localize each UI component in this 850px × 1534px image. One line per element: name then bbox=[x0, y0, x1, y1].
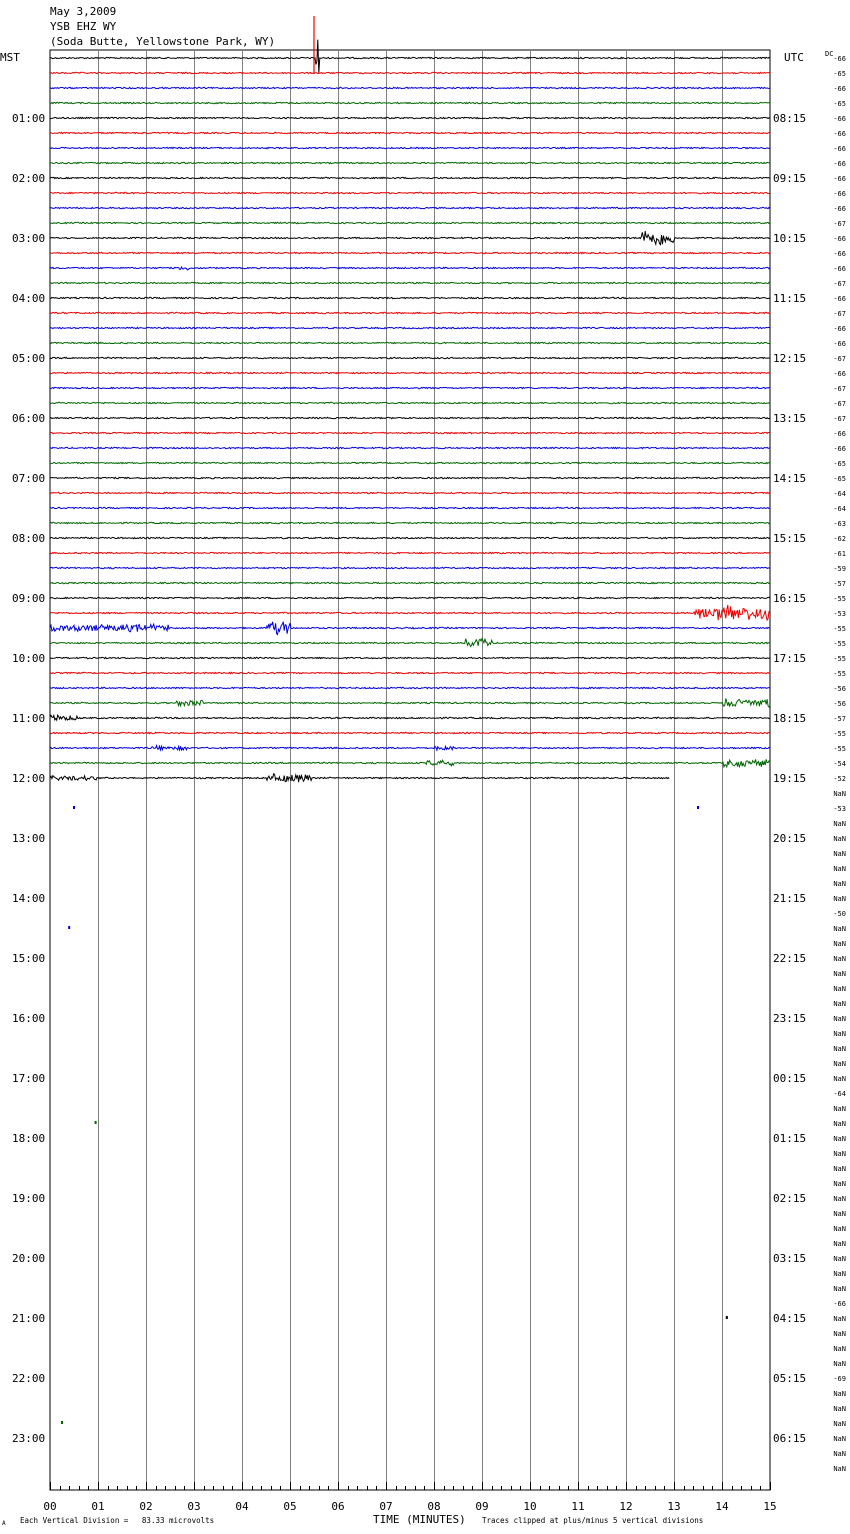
dc-offset-label: -65 bbox=[833, 460, 846, 468]
sample-dot bbox=[95, 1121, 97, 1124]
dc-offset-label: NaN bbox=[833, 1075, 846, 1083]
mst-hour-label: 05:00 bbox=[12, 352, 46, 365]
x-tick-label: 08 bbox=[427, 1500, 441, 1513]
seismic-trace-line bbox=[50, 622, 770, 635]
utc-hour-label: 08:15 bbox=[773, 112, 807, 125]
utc-hour-label: 14:15 bbox=[773, 472, 807, 485]
dc-offset-label: NaN bbox=[833, 1405, 846, 1413]
dc-offset-label: -65 bbox=[833, 100, 846, 108]
seismic-trace-line bbox=[50, 746, 770, 751]
x-tick-label: 02 bbox=[139, 1500, 153, 1513]
seismic-trace-line bbox=[50, 672, 770, 673]
x-tick-label: 10 bbox=[523, 1500, 537, 1513]
dc-offset-label: NaN bbox=[833, 820, 846, 828]
dc-offset-label: -53 bbox=[833, 805, 846, 813]
seismic-trace-line bbox=[50, 462, 770, 463]
seismic-trace-line bbox=[50, 698, 770, 707]
dc-offset-label: -65 bbox=[833, 70, 846, 78]
dc-offset-label: -66 bbox=[833, 85, 846, 93]
dc-offset-label: NaN bbox=[833, 1180, 846, 1188]
seismic-trace-line bbox=[50, 687, 770, 688]
dc-offset-label: NaN bbox=[833, 1435, 846, 1443]
dc-header-label: DC bbox=[825, 50, 834, 58]
seismic-trace-line bbox=[50, 732, 770, 733]
utc-hour-label: 23:15 bbox=[773, 1012, 807, 1025]
dc-offset-label: -66 bbox=[833, 130, 846, 138]
dc-offset-label: -54 bbox=[833, 760, 846, 768]
seismic-trace-line bbox=[50, 402, 770, 403]
seismic-trace-line bbox=[50, 567, 770, 568]
dc-offset-label: -57 bbox=[833, 715, 846, 723]
dc-offset-label: -69 bbox=[833, 1375, 846, 1383]
dc-offset-label: -67 bbox=[833, 385, 846, 393]
dc-offset-label: -66 bbox=[833, 430, 846, 438]
scale-note: Each Vertical Division = 83.33 microvolts bbox=[20, 1516, 215, 1525]
dc-offset-label: NaN bbox=[833, 865, 846, 873]
dc-offset-label: NaN bbox=[833, 1420, 846, 1428]
dc-offset-label: NaN bbox=[833, 1195, 846, 1203]
dc-offset-label: NaN bbox=[833, 1240, 846, 1248]
x-tick-label: 11 bbox=[571, 1500, 585, 1513]
mst-hour-label: 20:00 bbox=[12, 1252, 46, 1265]
dc-offset-label: NaN bbox=[833, 1045, 846, 1053]
utc-hour-label: 06:15 bbox=[773, 1432, 807, 1445]
utc-hour-label: 16:15 bbox=[773, 592, 807, 605]
utc-hour-label: 01:15 bbox=[773, 1132, 807, 1145]
dc-offset-label: -66 bbox=[833, 115, 846, 123]
dc-offset-label: -66 bbox=[833, 370, 846, 378]
header-date: May 3,2009 bbox=[50, 5, 117, 18]
dc-offset-label: -66 bbox=[833, 235, 846, 243]
dc-offset-label: -61 bbox=[833, 550, 846, 558]
dc-offset-label: -59 bbox=[833, 565, 846, 573]
x-tick-label: 13 bbox=[667, 1500, 681, 1513]
seismic-trace-line bbox=[50, 372, 770, 373]
seismic-trace-line bbox=[50, 597, 770, 598]
utc-hour-label: 11:15 bbox=[773, 292, 807, 305]
utc-hour-label: 17:15 bbox=[773, 652, 807, 665]
seismic-trace-line bbox=[50, 192, 770, 193]
dc-offset-label: -55 bbox=[833, 595, 846, 603]
utc-hour-label: 05:15 bbox=[773, 1372, 807, 1385]
utc-hour-label: 00:15 bbox=[773, 1072, 807, 1085]
seismic-trace-line bbox=[50, 552, 770, 553]
dc-offset-label: NaN bbox=[833, 895, 846, 903]
dc-offset-label: -67 bbox=[833, 310, 846, 318]
mst-hour-label: 12:00 bbox=[12, 772, 46, 785]
mst-hour-label: 08:00 bbox=[12, 532, 46, 545]
header-station: YSB EHZ WY bbox=[50, 20, 117, 33]
seismic-trace-line bbox=[50, 177, 770, 178]
mst-hour-label: 06:00 bbox=[12, 412, 46, 425]
mst-hour-label: 18:00 bbox=[12, 1132, 46, 1145]
seismic-trace-line bbox=[50, 207, 770, 208]
x-tick-label: 01 bbox=[91, 1500, 105, 1513]
minute-gridlines bbox=[50, 50, 770, 1490]
seismic-trace-line bbox=[50, 40, 770, 73]
dc-offset-label: -55 bbox=[833, 625, 846, 633]
dc-offset-label: -66 bbox=[833, 160, 846, 168]
seismic-trace-line bbox=[50, 522, 770, 523]
mst-axis-label: MST bbox=[0, 51, 20, 64]
mst-hour-label: 03:00 bbox=[12, 232, 46, 245]
dc-offset-label: -64 bbox=[833, 1090, 846, 1098]
sample-dot bbox=[73, 806, 75, 809]
dc-offset-label: NaN bbox=[833, 940, 846, 948]
dc-offset-label: -66 bbox=[833, 145, 846, 153]
dc-offset-label: NaN bbox=[833, 1360, 846, 1368]
seismic-traces bbox=[50, 16, 770, 782]
utc-hour-label: 20:15 bbox=[773, 832, 807, 845]
seismic-trace-line bbox=[50, 252, 770, 253]
dc-offset-label: -66 bbox=[833, 295, 846, 303]
dc-offset-label: -66 bbox=[833, 55, 846, 63]
dc-offset-label: NaN bbox=[833, 1255, 846, 1263]
mst-hour-label: 13:00 bbox=[12, 832, 46, 845]
mst-hour-label: 01:00 bbox=[12, 112, 46, 125]
dc-offset-label: -65 bbox=[833, 475, 846, 483]
mst-hour-label: 10:00 bbox=[12, 652, 46, 665]
dc-offset-labels bbox=[833, 55, 846, 1473]
utc-hour-label: 09:15 bbox=[773, 172, 807, 185]
sample-dot bbox=[68, 926, 70, 929]
clip-note: Traces clipped at plus/minus 5 vertical divisions bbox=[482, 1516, 704, 1525]
mst-hour-label: 04:00 bbox=[12, 292, 46, 305]
seismic-trace-line bbox=[50, 492, 770, 493]
dc-offset-label: -66 bbox=[833, 445, 846, 453]
seismic-trace-line bbox=[50, 417, 770, 418]
dc-offset-label: -64 bbox=[833, 505, 846, 513]
x-tick-label: 09 bbox=[475, 1500, 489, 1513]
dc-offset-label: -67 bbox=[833, 220, 846, 228]
dc-offset-label: NaN bbox=[833, 1270, 846, 1278]
x-tick-label: 06 bbox=[331, 1500, 345, 1513]
seismic-trace-line bbox=[50, 222, 770, 223]
dc-offset-label: -50 bbox=[833, 910, 846, 918]
dc-offset-label: NaN bbox=[833, 925, 846, 933]
dc-offset-label: NaN bbox=[833, 1015, 846, 1023]
mst-hour-label: 02:00 bbox=[12, 172, 46, 185]
x-axis-title: TIME (MINUTES) bbox=[373, 1513, 466, 1526]
seismic-trace-line bbox=[50, 657, 770, 658]
dc-offset-label: -53 bbox=[833, 610, 846, 618]
seismic-trace-line bbox=[50, 447, 770, 448]
seismic-trace-line bbox=[50, 117, 770, 118]
seismic-trace-line bbox=[50, 715, 770, 720]
seismic-trace-line bbox=[50, 432, 770, 433]
utc-hour-label: 18:15 bbox=[773, 712, 807, 725]
mst-hour-label: 22:00 bbox=[12, 1372, 46, 1385]
dc-offset-label: NaN bbox=[833, 1135, 846, 1143]
dc-offset-label: NaN bbox=[833, 1210, 846, 1218]
seismic-trace-line bbox=[50, 162, 770, 163]
x-tick-label: 05 bbox=[283, 1500, 297, 1513]
dc-offset-label: NaN bbox=[833, 970, 846, 978]
seismic-trace-line bbox=[50, 342, 770, 343]
sample-dot bbox=[726, 1316, 728, 1319]
header-location: (Soda Butte, Yellowstone Park, WY) bbox=[50, 35, 276, 48]
dc-offset-label: NaN bbox=[833, 1165, 846, 1173]
seismic-trace-line bbox=[50, 477, 770, 478]
dc-offset-label: -66 bbox=[833, 325, 846, 333]
utc-hour-label: 12:15 bbox=[773, 352, 807, 365]
mst-hour-label: 07:00 bbox=[12, 472, 46, 485]
dc-offset-label: -66 bbox=[833, 250, 846, 258]
dc-offset-label: NaN bbox=[833, 790, 846, 798]
utc-axis-label: UTC bbox=[784, 51, 804, 64]
mst-hour-label: 11:00 bbox=[12, 712, 46, 725]
seismic-trace-line bbox=[50, 87, 770, 88]
dc-offset-label: -66 bbox=[833, 340, 846, 348]
dc-offset-label: NaN bbox=[833, 835, 846, 843]
mst-hour-label: 16:00 bbox=[12, 1012, 46, 1025]
dc-offset-label: -67 bbox=[833, 415, 846, 423]
seismic-trace-line bbox=[50, 282, 770, 283]
dc-offset-label: NaN bbox=[833, 1345, 846, 1353]
x-tick-label: 03 bbox=[187, 1500, 201, 1513]
dc-offset-label: -66 bbox=[833, 1300, 846, 1308]
dc-offset-label: -66 bbox=[833, 265, 846, 273]
dc-offset-label: NaN bbox=[833, 1315, 846, 1323]
dc-offset-label: -56 bbox=[833, 685, 846, 693]
seismic-trace-line bbox=[50, 102, 770, 103]
seismic-trace-line bbox=[50, 537, 770, 538]
seismic-trace-line bbox=[50, 231, 770, 245]
dc-offset-label: -57 bbox=[833, 580, 846, 588]
utc-hour-label: 22:15 bbox=[773, 952, 807, 965]
dc-offset-label: NaN bbox=[833, 1450, 846, 1458]
seismic-trace-line bbox=[50, 387, 770, 388]
seismic-trace-line bbox=[50, 507, 770, 508]
utc-hour-label: 15:15 bbox=[773, 532, 807, 545]
dc-offset-label: -67 bbox=[833, 280, 846, 288]
dc-offset-label: -55 bbox=[833, 640, 846, 648]
dc-offset-label: NaN bbox=[833, 1225, 846, 1233]
seismic-trace-line bbox=[50, 357, 770, 358]
utc-hour-label: 21:15 bbox=[773, 892, 807, 905]
dc-offset-label: NaN bbox=[833, 1105, 846, 1113]
dc-offset-label: -66 bbox=[833, 190, 846, 198]
utc-hour-label: 10:15 bbox=[773, 232, 807, 245]
dc-offset-label: NaN bbox=[833, 1330, 846, 1338]
mst-hour-label: 15:00 bbox=[12, 952, 46, 965]
sample-dot bbox=[697, 806, 699, 809]
dc-offset-label: NaN bbox=[833, 1060, 846, 1068]
seismic-trace-line bbox=[50, 267, 770, 270]
seismic-trace-line bbox=[50, 605, 770, 620]
mst-hour-label: 19:00 bbox=[12, 1192, 46, 1205]
seismic-trace-line bbox=[50, 582, 770, 583]
seismic-trace-line bbox=[50, 297, 770, 298]
x-tick-label: 14 bbox=[715, 1500, 729, 1513]
dc-offset-label: -55 bbox=[833, 655, 846, 663]
dc-offset-label: NaN bbox=[833, 880, 846, 888]
seismic-trace-line bbox=[50, 147, 770, 148]
utc-hour-label: 04:15 bbox=[773, 1312, 807, 1325]
dc-offset-label: NaN bbox=[833, 1120, 846, 1128]
dc-offset-label: -56 bbox=[833, 700, 846, 708]
dc-offset-label: -67 bbox=[833, 400, 846, 408]
isolated-samples bbox=[61, 806, 728, 1424]
time-axis bbox=[43, 1482, 776, 1513]
utc-hour-label: 19:15 bbox=[773, 772, 807, 785]
corner-mark: A bbox=[2, 1520, 6, 1527]
seismic-trace-line bbox=[50, 327, 770, 328]
seismic-trace-line bbox=[50, 774, 669, 783]
dc-offset-label: -66 bbox=[833, 175, 846, 183]
dc-offset-label: NaN bbox=[833, 850, 846, 858]
utc-hour-label: 03:15 bbox=[773, 1252, 807, 1265]
dc-offset-label: -67 bbox=[833, 355, 846, 363]
mst-hour-label: 23:00 bbox=[12, 1432, 46, 1445]
seismic-trace-line bbox=[50, 132, 770, 133]
sample-dot bbox=[61, 1421, 63, 1424]
x-tick-label: 04 bbox=[235, 1500, 249, 1513]
x-tick-label: 07 bbox=[379, 1500, 393, 1513]
plot-frame bbox=[50, 50, 770, 1490]
utc-hour-label: 13:15 bbox=[773, 412, 807, 425]
dc-offset-label: -55 bbox=[833, 745, 846, 753]
dc-offset-label: -52 bbox=[833, 775, 846, 783]
x-tick-label: 15 bbox=[763, 1500, 777, 1513]
dc-offset-label: -64 bbox=[833, 490, 846, 498]
dc-offset-label: NaN bbox=[833, 1030, 846, 1038]
seismic-trace-line bbox=[50, 759, 770, 767]
dc-offset-label: NaN bbox=[833, 985, 846, 993]
dc-offset-label: -55 bbox=[833, 670, 846, 678]
dc-offset-label: -62 bbox=[833, 535, 846, 543]
utc-hour-label: 02:15 bbox=[773, 1192, 807, 1205]
dc-offset-label: -55 bbox=[833, 730, 846, 738]
x-tick-label: 00 bbox=[43, 1500, 57, 1513]
dc-offset-label: -63 bbox=[833, 520, 846, 528]
dc-offset-label: NaN bbox=[833, 1390, 846, 1398]
mst-hour-label: 17:00 bbox=[12, 1072, 46, 1085]
seismic-trace-line bbox=[50, 72, 770, 73]
mst-hour-label: 09:00 bbox=[12, 592, 46, 605]
x-tick-label: 12 bbox=[619, 1500, 633, 1513]
seismic-trace-line bbox=[50, 312, 770, 313]
dc-offset-label: NaN bbox=[833, 1465, 846, 1473]
seismic-trace-line bbox=[50, 639, 770, 647]
dc-offset-label: NaN bbox=[833, 1000, 846, 1008]
mst-hour-label: 14:00 bbox=[12, 892, 46, 905]
dc-offset-label: NaN bbox=[833, 955, 846, 963]
mst-hour-label: 21:00 bbox=[12, 1312, 46, 1325]
dc-offset-label: NaN bbox=[833, 1285, 846, 1293]
dc-offset-label: NaN bbox=[833, 1150, 846, 1158]
dc-offset-label: -66 bbox=[833, 205, 846, 213]
